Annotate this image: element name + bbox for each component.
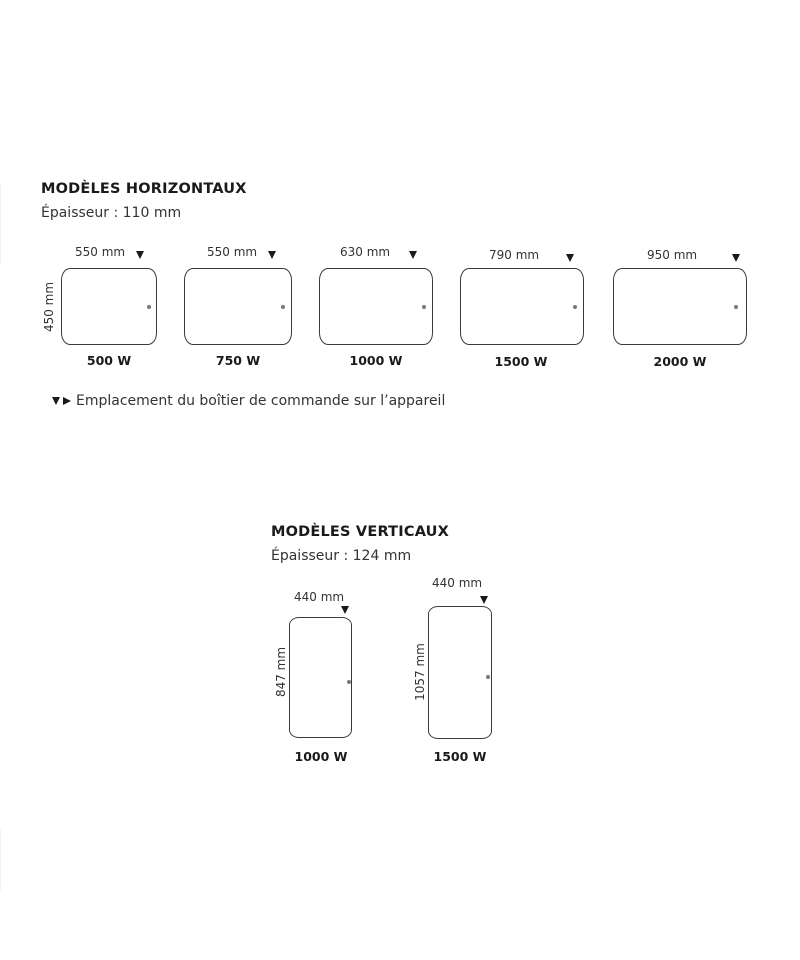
width-label: 550 mm — [75, 245, 126, 259]
radiator-panel — [428, 606, 492, 739]
legend-text: Emplacement du boîtier de commande sur l’appareil — [76, 393, 446, 409]
width-label: 440 mm — [432, 576, 483, 590]
down-arrow-marker-icon — [566, 254, 574, 262]
height-label: 847 mm — [274, 646, 288, 698]
down-arrow-marker-icon — [480, 596, 488, 604]
power-label: 2000 W — [653, 354, 707, 369]
width-label: 440 mm — [294, 590, 345, 604]
power-label: 1500 W — [433, 749, 487, 764]
control-box-dot-icon — [486, 675, 490, 679]
width-label: 950 mm — [647, 248, 698, 262]
power-label: 750 W — [215, 353, 261, 368]
height-label: 1057 mm — [413, 643, 427, 701]
power-label: 1000 W — [349, 353, 403, 368]
radiator-panel — [460, 268, 584, 345]
horizontal-height-label: 450 mm — [42, 281, 56, 333]
down-arrow-marker-icon — [52, 397, 60, 405]
control-box-dot-icon — [573, 305, 577, 309]
down-arrow-marker-icon — [136, 251, 144, 259]
width-label: 630 mm — [340, 245, 391, 259]
down-arrow-marker-icon — [268, 251, 276, 259]
vertical-thickness: Épaisseur : 124 mm — [271, 548, 412, 564]
control-box-dot-icon — [147, 305, 151, 309]
control-box-dot-icon — [734, 305, 738, 309]
power-label: 500 W — [86, 353, 132, 368]
down-arrow-marker-icon — [409, 251, 417, 259]
power-label: 1000 W — [294, 749, 348, 764]
width-label: 790 mm — [489, 248, 540, 262]
power-label: 1500 W — [494, 354, 548, 369]
down-arrow-marker-icon — [341, 606, 349, 614]
control-box-dot-icon — [281, 305, 285, 309]
horizontal-section-title: MODÈLES HORIZONTAUX — [41, 181, 247, 197]
radiator-panel — [319, 268, 433, 345]
width-label: 550 mm — [207, 245, 258, 259]
control-box-dot-icon — [422, 305, 426, 309]
right-arrow-marker-icon — [63, 397, 71, 405]
radiator-panel — [61, 268, 157, 345]
horizontal-thickness: Épaisseur : 110 mm — [41, 205, 182, 221]
radiator-panel — [289, 617, 352, 738]
down-arrow-marker-icon — [732, 254, 740, 262]
control-box-dot-icon — [347, 680, 351, 684]
vertical-section-title: MODÈLES VERTICAUX — [271, 524, 450, 540]
radiator-panel — [184, 268, 292, 345]
radiator-panel — [613, 268, 747, 345]
edge-mark-top — [0, 185, 1, 265]
edge-mark-bottom — [0, 830, 1, 890]
